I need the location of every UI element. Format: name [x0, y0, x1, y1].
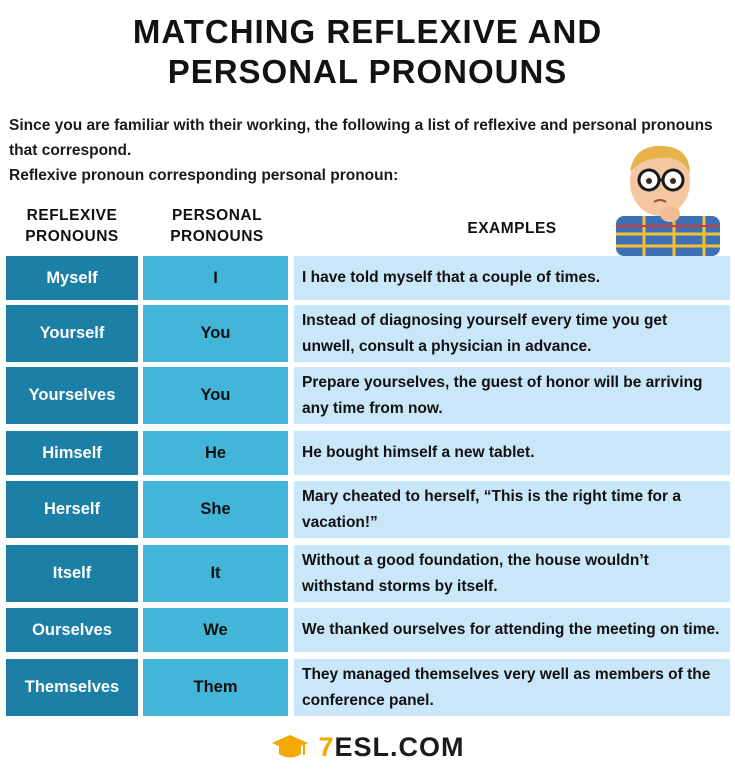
- title-line-2: PERSONAL PRONOUNS: [167, 53, 568, 90]
- table-row: [0, 367, 735, 424]
- logo-wordmark: [318, 732, 464, 763]
- intro-paragraph-1: Since you are familiar with their working, the following a list of reflexive and personal pronouns that correspond.: [9, 117, 713, 159]
- column-header-examples: EXAMPLES: [467, 220, 557, 237]
- example-cell: They managed themselves very well as members of the conference panel.: [294, 659, 730, 716]
- reflexive-pronoun-cell: Yourselves: [6, 367, 138, 424]
- title-line-1: MATCHING REFLEXIVE AND: [132, 13, 603, 50]
- personal-pronoun-cell: You: [143, 367, 288, 424]
- example-cell: He bought himself a new tablet.: [294, 431, 730, 475]
- table-row: [0, 659, 735, 716]
- page-title: [0, 12, 735, 92]
- table-row: [0, 545, 735, 602]
- logo-mark: 7: [318, 731, 335, 762]
- graduation-cap-icon: [270, 731, 310, 763]
- example-cell: Instead of diagnosing yourself every time you get unwell, consult a physician in advance.: [294, 305, 730, 362]
- table-row: [0, 305, 735, 362]
- personal-pronoun-cell: You: [143, 305, 288, 362]
- personal-pronoun-cell: I: [143, 256, 288, 300]
- reflexive-pronoun-cell: Itself: [6, 545, 138, 602]
- example-cell: Prepare yourselves, the guest of honor will be arriving any time from now.: [294, 367, 730, 424]
- example-cell: I have told myself that a couple of times.: [294, 256, 730, 300]
- reflexive-pronoun-cell: Ourselves: [6, 608, 138, 652]
- personal-pronoun-cell: Them: [143, 659, 288, 716]
- reflexive-pronoun-cell: Themselves: [6, 659, 138, 716]
- personal-pronoun-cell: He: [143, 431, 288, 475]
- table-row: [0, 431, 735, 475]
- example-cell: Without a good foundation, the house wouldn’t withstand storms by itself.: [294, 545, 730, 602]
- reflexive-pronoun-cell: Yourself: [6, 305, 138, 362]
- personal-pronoun-cell: It: [143, 545, 288, 602]
- reflexive-pronoun-cell: Himself: [6, 431, 138, 475]
- personal-pronoun-cell: She: [143, 481, 288, 538]
- column-header-personal: PERSONAL PRONOUNS: [170, 207, 264, 245]
- intro-paragraph-2: Reflexive pronoun corresponding personal pronoun:: [9, 167, 399, 184]
- logo-text: ESL.COM: [334, 731, 465, 762]
- table-row: [0, 256, 735, 300]
- example-cell: We thanked ourselves for attending the meeting on time.: [294, 608, 730, 652]
- reflexive-pronoun-cell: Myself: [6, 256, 138, 300]
- table-row: [0, 481, 735, 538]
- example-cell: Mary cheated to herself, “This is the right time for a vacation!”: [294, 481, 730, 538]
- column-header-reflexive: REFLEXIVE PRONOUNS: [25, 207, 119, 245]
- table-row: [0, 608, 735, 652]
- footer-logo: [0, 727, 735, 767]
- reflexive-pronoun-cell: Herself: [6, 481, 138, 538]
- personal-pronoun-cell: We: [143, 608, 288, 652]
